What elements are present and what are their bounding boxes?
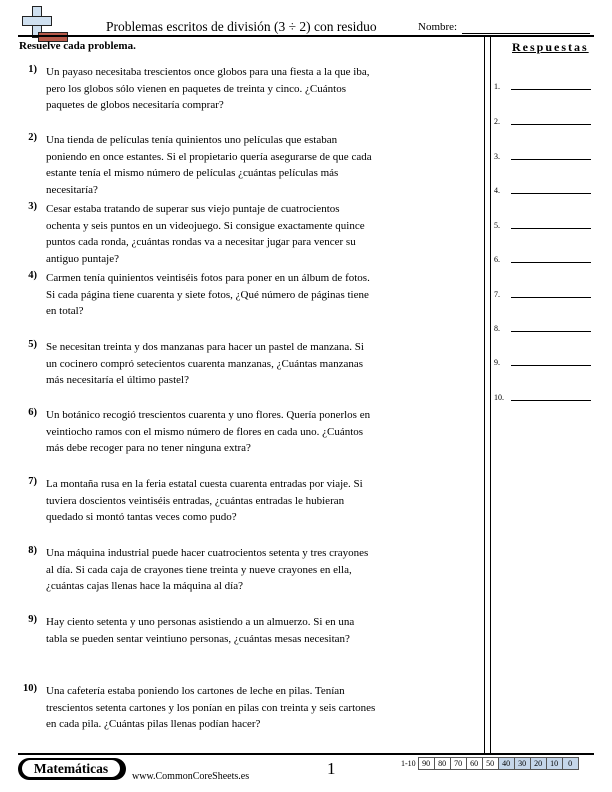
problem-number: 2) bbox=[28, 132, 37, 143]
answer-line[interactable] bbox=[511, 365, 591, 366]
problem-number: 6) bbox=[28, 407, 37, 418]
answer-number: 10. bbox=[494, 393, 504, 402]
instructions: Resuelve cada problema. bbox=[19, 40, 136, 52]
problem-text: La montaña rusa en la feria estatal cuesta cuarenta entradas por viaje. Si tuviera doscientos veintiséis entradas, ¿cuántas entradas le hubieran quedado si montó tantas veces como pudo? bbox=[46, 478, 363, 523]
score-cell: 20 bbox=[530, 757, 547, 770]
score-cell: 40 bbox=[498, 757, 515, 770]
name-field[interactable] bbox=[462, 33, 590, 34]
answer-row-10[interactable] bbox=[494, 388, 594, 402]
problem-text: Se necesitan treinta y dos manzanas para hacer un pastel de manzana. Si un cocinero compró setecientos cuarenta manzanas, ¿Cuántas manzanas más necesitaría el último pastel? bbox=[46, 341, 364, 386]
problem-text: Una tienda de películas tenía quinientos uno películas que estaban poniendo en once estantes. Si el propietario quería asegurarse de que cada estante tenía el mismo número de películas ¿cuántas películas más necesitaría? bbox=[46, 134, 372, 196]
answer-row-3[interactable] bbox=[494, 147, 594, 161]
answer-row-9[interactable] bbox=[494, 353, 594, 367]
answer-row-7[interactable] bbox=[494, 285, 594, 299]
answers-header: Respuestas bbox=[512, 40, 589, 54]
problem-text: Un payaso necesitaba trescientos once globos para una fiesta a la que iba, pero los globos sólo vienen en paquetes de treinta y cinco. ¿Cuántos paquetes de globos necesitaría comprar? bbox=[46, 66, 370, 111]
problem-number: 10) bbox=[23, 683, 37, 694]
answer-number: 8. bbox=[494, 324, 500, 333]
answer-number: 4. bbox=[494, 186, 500, 195]
answer-row-2[interactable] bbox=[494, 112, 594, 126]
answer-line[interactable] bbox=[511, 159, 591, 160]
score-cell: 80 bbox=[434, 757, 451, 770]
answer-row-6[interactable] bbox=[494, 250, 594, 264]
answer-number: 2. bbox=[494, 117, 500, 126]
answer-line[interactable] bbox=[511, 331, 591, 332]
answer-row-1[interactable] bbox=[494, 77, 594, 91]
answer-number: 6. bbox=[494, 255, 500, 264]
score-cell: 30 bbox=[514, 757, 531, 770]
top-divider bbox=[18, 35, 594, 37]
problem-number: 8) bbox=[28, 545, 37, 556]
answer-number: 3. bbox=[494, 152, 500, 161]
subject-label: Matemáticas bbox=[22, 760, 120, 777]
score-cell: 10 bbox=[546, 757, 563, 770]
bottom-divider bbox=[18, 753, 594, 755]
score-cell: 60 bbox=[466, 757, 483, 770]
score-range-label: 1-10 bbox=[401, 759, 416, 768]
column-divider bbox=[484, 37, 491, 754]
answer-number: 7. bbox=[494, 290, 500, 299]
score-cell: 50 bbox=[482, 757, 499, 770]
answer-row-8[interactable] bbox=[494, 319, 594, 333]
problem-number: 5) bbox=[28, 339, 37, 350]
page-number: 1 bbox=[327, 759, 336, 778]
answer-line[interactable] bbox=[511, 297, 591, 298]
answer-number: 9. bbox=[494, 358, 500, 367]
score-table bbox=[398, 757, 579, 770]
problem-text: Carmen tenía quinientos veintiséis fotos para poner en un álbum de fotos. Si cada página tiene cuarenta y siete fotos, ¿Qué número de páginas tiene en total? bbox=[46, 272, 370, 317]
problem-number: 3) bbox=[28, 201, 37, 212]
answer-line[interactable] bbox=[511, 228, 591, 229]
subject-badge bbox=[18, 758, 126, 780]
problem-text: Cesar estaba tratando de superar sus viejo puntaje de cuatrocientos ochenta y seis puntos en un videojuego. Si consigue exactamente quince puntos cada ronda, ¿cuántas rondas va a necesitar jugar para vencer su antiguo puntaje? bbox=[46, 203, 365, 265]
problem-text: Una máquina industrial puede hacer cuatrocientos setenta y tres crayones al día. Si cada caja de crayones tiene treinta y nueve crayones en ella, ¿cuántas cajas llenas hace la máquina al día? bbox=[46, 547, 369, 592]
problem-number: 7) bbox=[28, 476, 37, 487]
problem-text: Una cafetería estaba poniendo los cartones de leche en pilas. Tenían trescientos setenta cartones y los ponían en pilas con treinta y seis cartones en cada pila. ¿Cuántas pilas llenas podían hacer? bbox=[46, 685, 376, 730]
problem-number: 1) bbox=[28, 64, 37, 75]
name-label: Nombre: bbox=[418, 21, 458, 33]
site-url: www.CommonCoreSheets.es bbox=[132, 771, 250, 782]
problem-number: 4) bbox=[28, 270, 37, 281]
score-cell: 90 bbox=[418, 757, 435, 770]
answer-line[interactable] bbox=[511, 400, 591, 401]
problem-text: Hay ciento setenta y uno personas asistiendo a un almuerzo. Si en una tabla se pueden sentar veintiuno personas, ¿cuántas mesas necesitan? bbox=[46, 616, 355, 645]
answer-line[interactable] bbox=[511, 193, 591, 194]
page-title: Problemas escritos de división (3 ÷ 2) con residuo bbox=[106, 19, 377, 34]
answer-number: 1. bbox=[494, 82, 500, 91]
answer-row-4[interactable] bbox=[494, 181, 594, 195]
problem-text: Un botánico recogió trescientos cuarenta y uno flores. Quería ponerlos en veintiocho ramos con el mismo número de flores en cada uno. ¿Cuántos más debe recoger para no tener ninguna extra? bbox=[46, 409, 371, 454]
score-cell: 70 bbox=[450, 757, 467, 770]
answer-line[interactable] bbox=[511, 262, 591, 263]
answer-number: 5. bbox=[494, 221, 500, 230]
answer-row-5[interactable] bbox=[494, 216, 594, 230]
score-cell: 0 bbox=[562, 757, 579, 770]
answer-line[interactable] bbox=[511, 89, 591, 90]
problem-number: 9) bbox=[28, 614, 37, 625]
answer-line[interactable] bbox=[511, 124, 591, 125]
